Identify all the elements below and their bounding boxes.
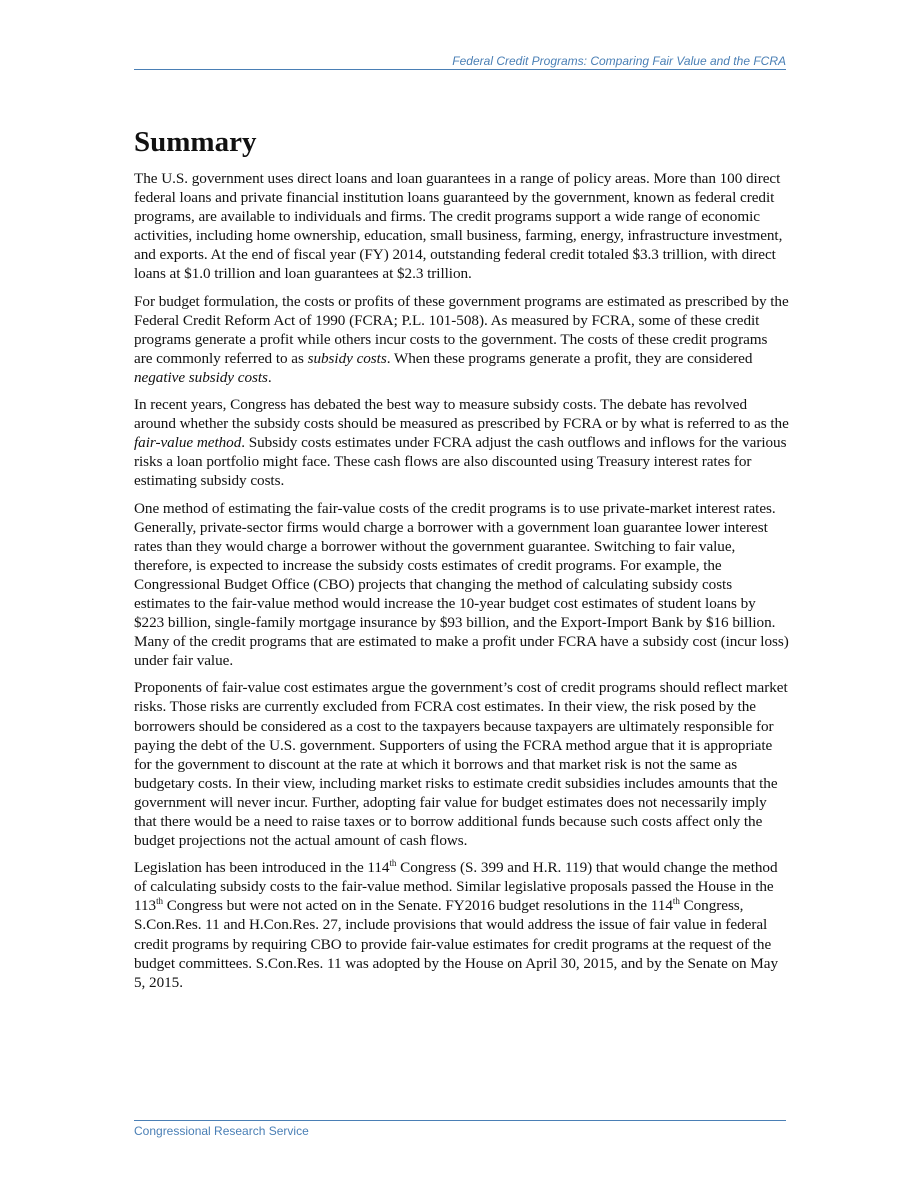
paragraph-text: Congress (S. 399 and H.R. 119) that would change the method of calculating subsidy costs to the fair-value method. Similar legislative proposals passed the House in the 113 (134, 859, 778, 915)
ordinal-suffix: th (156, 896, 163, 907)
term-negative-subsidy-costs: negative subsidy costs (134, 368, 268, 386)
paragraph-text: . When these programs generate a profit, they are considered (386, 349, 753, 367)
paragraph-fair-value-estimates: One method of estimating the fair-value costs of the credit programs is to use private-market interest rates. Generally, private-sector firms would charge a borrower with a government loan guarantee lower interest rates than they would charge a borrower without the government guarantee. Switching to fair value, therefore, is expected to increase the subsidy costs estimates of credit programs. For example, the Congressional Budget Office (CBO) projects that changing the method of calculating subsidy costs estimates to the fair-value method would increase the 10-year budget cost estimates of student loans by $223 billion, single-family mortgage insurance by $93 billion, and the Export-Import Bank by $16 billion. Many of the credit programs that are estimated to make a profit under FCRA have a subsidy cost (incur loss) under fair value. (134, 499, 789, 670)
paragraph-legislation (134, 858, 789, 992)
footer-organization: Congressional Research Service (134, 1124, 309, 1138)
page-title: Summary (134, 126, 257, 158)
ordinal-suffix: th (672, 896, 680, 907)
term-subsidy-costs: subsidy costs (307, 349, 387, 367)
paragraph-text: . Subsidy costs estimates under FCRA adjust the cash outflows and inflows for the various risks a loan portfolio might face. These cash flows are also discounted using Treasury interest rates for estimating subsidy costs. (134, 434, 787, 490)
paragraph-text: In recent years, Congress has debated the best way to measure subsidy costs. The debate has revolved around whether the subsidy costs should be measured as prescribed by FCRA or by what is referred to as the (134, 396, 789, 433)
term-fair-value-method: fair-value method (134, 434, 242, 452)
paragraph-budget-formulation (134, 292, 789, 387)
paragraph-text: Congress, S.Con.Res. 11 and H.Con.Res. 27, include provisions that would address the issue of fair value in federal credit programs by requiring CBO to provide fair-value estimates for credit programs at the request of the budget committees. S.Con.Res. 11 was adopted by the House on April 30, 2015, and by the Senate on May 5, 2015. (134, 897, 778, 991)
paragraph-text: For budget formulation, the costs or profits of these government programs are estimated as prescribed by the Federal Credit Reform Act of 1990 (FCRA; P.L. 101-508). As measured by FCRA, some of these credit programs generate a profit while others incur costs to the government. The costs of these credit programs are commonly referred to as (134, 292, 789, 367)
ordinal-suffix: th (389, 858, 397, 869)
header-divider (134, 69, 786, 70)
running-header: Federal Credit Programs: Comparing Fair Value and the FCRA (452, 54, 786, 68)
paragraph-text: Legislation has been introduced in the 114 (134, 859, 390, 877)
paragraph-proponents: Proponents of fair-value cost estimates argue the government’s cost of credit programs should reflect market risks. Those risks are currently excluded from FCRA cost estimates. In their view, the risk posed by the borrowers should be considered as a cost to the taxpayers because taxpayers are ultimately responsible for paying the debt of the U.S. government. Supporters of using the FCRA method argue that it is appropriate for the government to discount at the rate at which it borrows and that market risk is not the same as budgetary costs. In their view, including market risks to estimate credit subsidies includes amounts that the government will never incur. Further, adopting fair value for budget estimates does not necessarily imply that there would be a need to raise taxes or to borrow additional funds because such costs affect only the budget projections not the actual amount of cash flows. (134, 679, 788, 850)
paragraph-federal-credit-overview: The U.S. government uses direct loans and loan guarantees in a range of policy areas. More than 100 direct federal loans and private financial institution loans guaranteed by the government, known as federal credit programs, are available to individuals and firms. The credit programs support a wide range of economic activities, including home ownership, education, small business, farming, energy, infrastructure investment, and exports. At the end of fiscal year (FY) 2014, outstanding federal credit totaled $3.3 trillion, with direct loans at $1.0 trillion and loan guarantees at $2.3 trillion. (134, 170, 783, 283)
paragraph-text: . (267, 368, 272, 386)
footer-divider (134, 1120, 786, 1121)
paragraph-text: Congress but were not acted on in the Senate. FY2016 budget resolutions in the 114 (162, 897, 673, 915)
paragraph-debate (134, 395, 789, 490)
summary-body (134, 169, 789, 1000)
